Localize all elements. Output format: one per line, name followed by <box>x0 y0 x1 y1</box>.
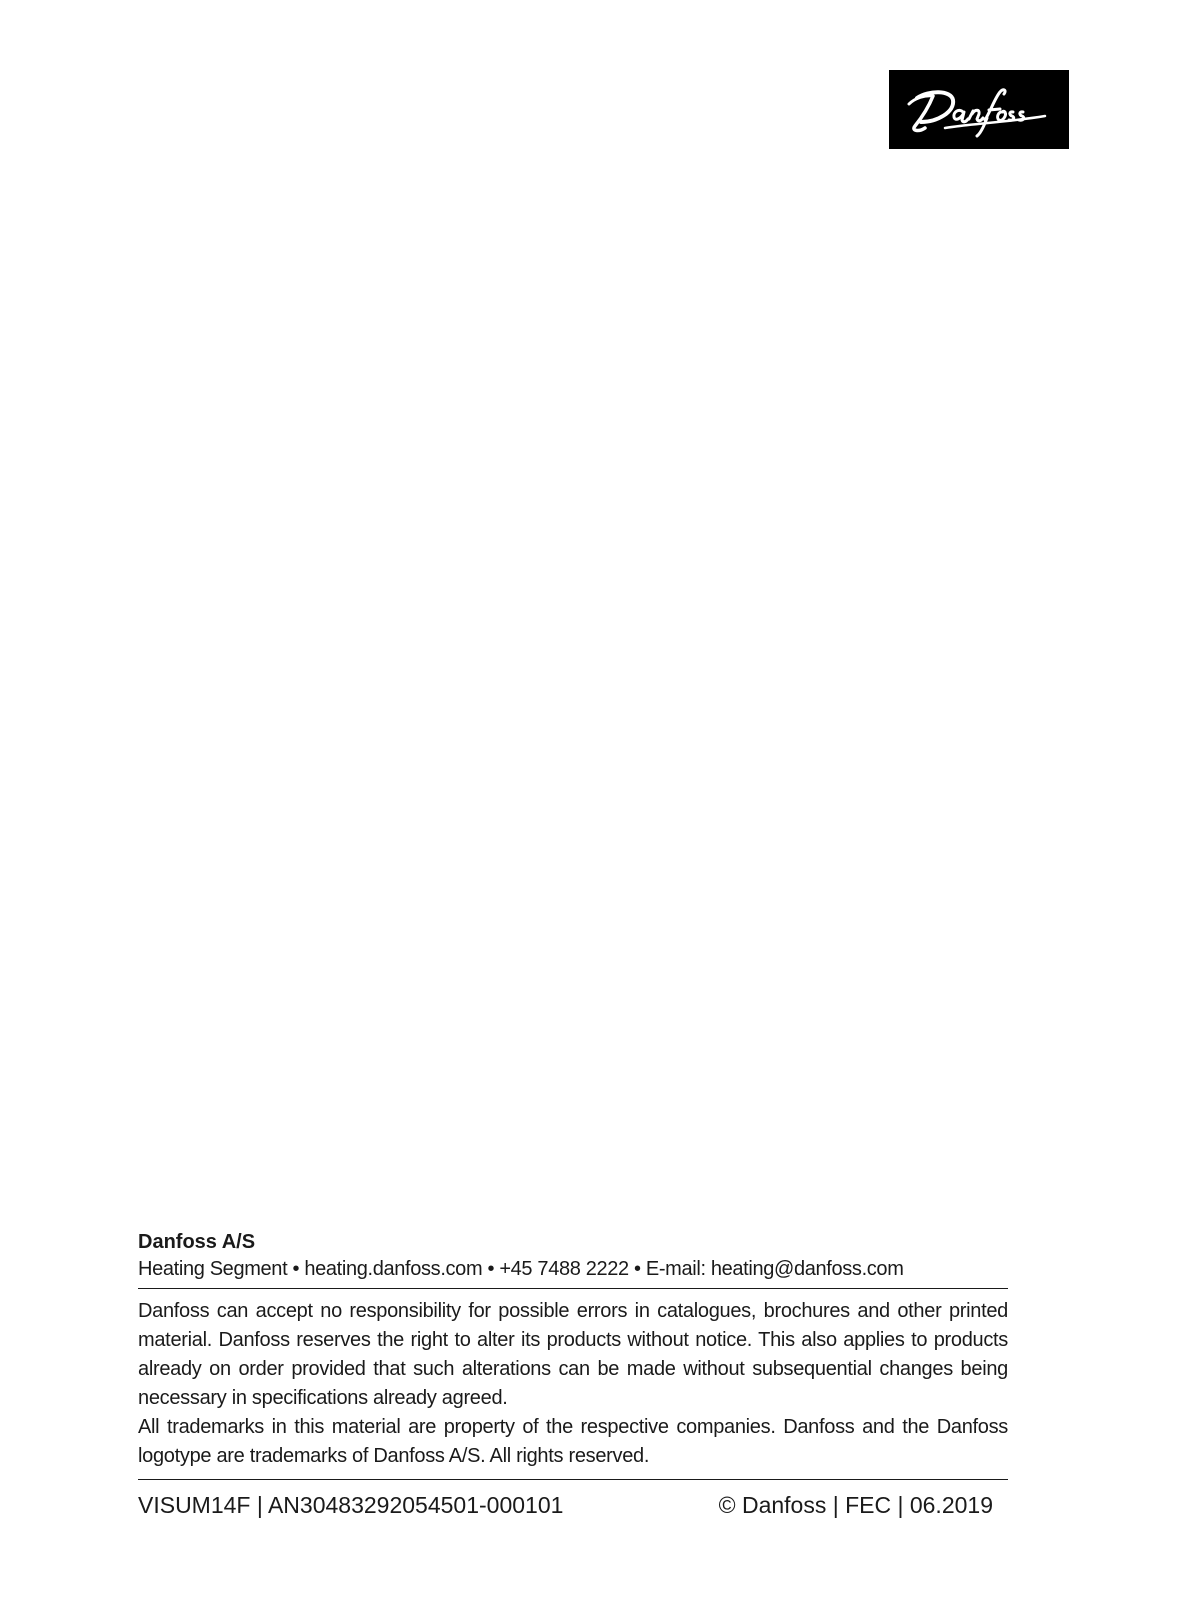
disclaimer-block <box>138 1297 1008 1471</box>
document-id: VISUM14F | AN30483292054501-000101 <box>138 1492 564 1518</box>
document-info-row <box>138 1488 1008 1528</box>
danfoss-logo <box>889 70 1069 149</box>
danfoss-logotype-graphic <box>899 78 1059 142</box>
company-name: Danfoss A/S <box>138 1231 256 1253</box>
divider-top <box>138 1288 1008 1289</box>
divider-bottom <box>138 1479 1008 1480</box>
copyright-notice: © Danfoss | FEC | 06.2019 <box>718 1492 993 1518</box>
back-cover-footer <box>138 1229 1008 1528</box>
contact-line: Heating Segment • heating.danfoss.com • +45 7488 2222 • E-mail: heating@danfoss.com <box>138 1258 904 1280</box>
trademark-text: All trademarks in this material are property of the respective companies. Danfoss and the Danfoss logotype are trademarks of Danfoss A/S. All rights reserved. <box>138 1416 1008 1467</box>
disclaimer-text: Danfoss can accept no responsibility for possible errors in catalogues, brochures and other printed material. Danfoss reserves the right to alter its products without notice. This also applies to products already on order provided that such alterations can be made without subsequential changes being necessary in specifications already agreed. <box>138 1300 1008 1409</box>
